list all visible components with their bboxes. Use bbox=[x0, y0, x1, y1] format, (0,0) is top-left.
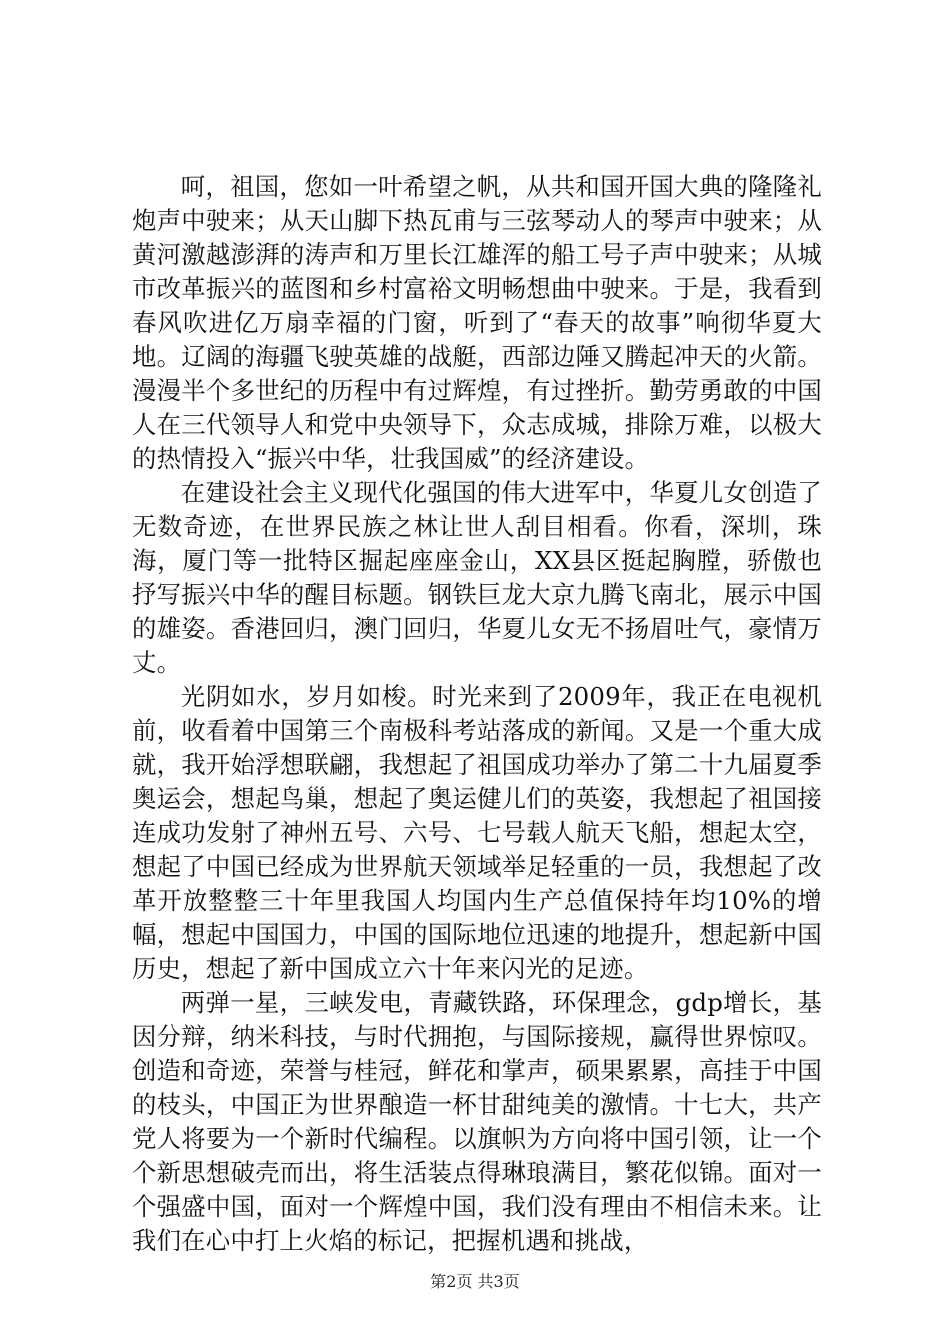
document-body bbox=[132, 170, 822, 1258]
paragraph-2: 在建设社会主义现代化强国的伟大进军中，华夏儿女创造了无数奇迹，在世界民族之林让世人刮目相看。你看，深圳，珠海，厦门等一批特区掘起座座金山，XX县区挺起胸膛，骄傲也抒写振兴中华的醒目标题。钢铁巨龙大京九腾飞南北，展示中国的雄姿。香港回归，澳门回归，华夏儿女无不扬眉吐气，豪情万丈。 bbox=[132, 478, 822, 677]
paragraph-4: 两弹一星，三峡发电，青藏铁路，环保理念，gdp增长，基因分辩，纳米科技，与时代拥抱，与国际接规，赢得世界惊叹。创造和奇迹，荣誉与桂冠，鲜花和掌声，硕果累累，高挂于中国的枝头，中国正为世界酿造一杯甘甜纯美的激情。十七大，共产党人将要为一个新时代编程。以旗帜为方向将中国引领，让一个个新思想破壳而出，将生活装点得琳琅满目，繁花似锦。面对一个强盛中国，面对一个辉煌中国，我们没有理由不相信未来。让我们在心中打上火焰的标记，把握机遇和挑战， bbox=[132, 988, 822, 1255]
paragraph-3: 光阴如水，岁月如梭。时光来到了2009年，我正在电视机前，收看着中国第三个南极科考站落成的新闻。又是一个重大成就，我开始浮想联翩，我想起了祖国成功举办了第二十九届夏季奥运会，想起鸟巢，想起了奥运健儿们的英姿，我想起了祖国接连成功发射了神州五号、六号、七号载人航天飞船，想起太空，想起了中国已经成为世界航天领域举足轻重的一员，我想起了改革开放整整三十年里我国人均国内生产总值保持年均10%的增幅，想起中国国力，中国的国际地位迅速的地提升，想起新中国历史，想起了新中国成立六十年来闪光的足迹。 bbox=[132, 682, 822, 983]
paragraph-1: 呵，祖国，您如一叶希望之帆，从共和国开国大典的隆隆礼炮声中驶来；从天山脚下热瓦甫与三弦琴动人的琴声中驶来；从黄河激越澎湃的涛声和万里长江雄浑的船工号子声中驶来；从城市改革振兴的蓝图和乡村富裕文明畅想曲中驶来。于是，我看到春风吹进亿万扇幸福的门窗，听到了“春天的故事”响彻华夏大地。辽阔的海疆飞驶英雄的战艇，西部边陲又腾起冲天的火箭。漫漫半个多世纪的历程中有过辉煌，有过挫折。勤劳勇敢的中国人在三代领导人和党中央领导下，众志成城，排除万难，以极大的热情投入“振兴中华，壮我国威”的经济建设。 bbox=[132, 172, 822, 473]
page-footer: 第2页 共3页 bbox=[430, 1272, 520, 1291]
